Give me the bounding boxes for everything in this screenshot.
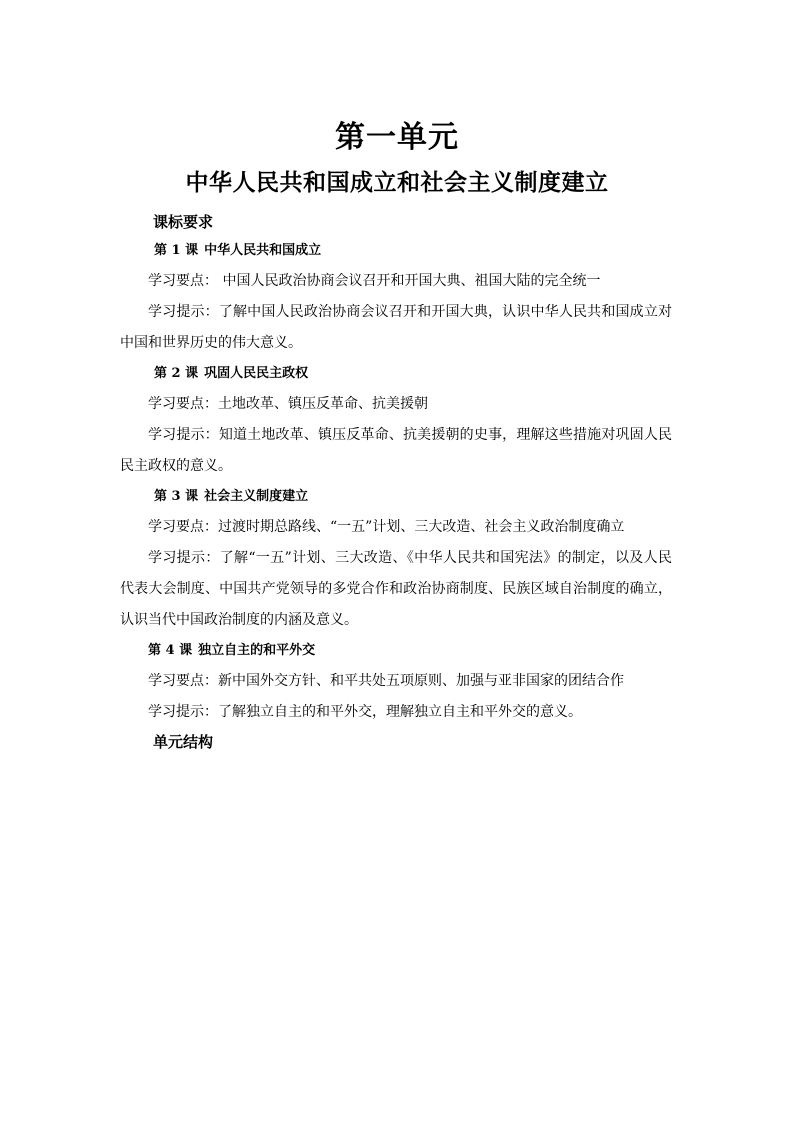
lesson-title: 社会主义制度建立 <box>204 489 309 504</box>
lesson-heading <box>120 359 672 389</box>
study-points-text: 中国人民政治协商会议召开和开国大典、祖国大陆的完全统一 <box>218 273 601 289</box>
lesson-number: 第 3 课 <box>154 489 199 504</box>
study-hints <box>120 297 672 359</box>
study-points-label: 学习要点： <box>148 396 218 412</box>
lesson-number: 第 2 课 <box>154 366 199 381</box>
study-hints-label: 学习提示： <box>148 427 219 443</box>
lesson-title: 巩固人民民主政权 <box>204 366 309 381</box>
study-points <box>120 389 672 420</box>
lesson-title: 独立自主的和平外交 <box>198 643 316 658</box>
lesson-title: 中华人民共和国成立 <box>204 243 322 258</box>
study-points-text: 过渡时期总路线、“一五”计划、三大改造、社会主义政治制度确立 <box>218 519 625 535</box>
study-hints-text: 知道土地改革、镇压反革命、抗美援朝的史事，理解这些措施对巩固人民民主政权的意义。 <box>120 427 673 474</box>
study-points-label: 学习要点： <box>148 273 218 289</box>
lesson-heading <box>120 636 672 666</box>
requirements-heading: 课标要求 <box>153 213 214 231</box>
study-hints <box>120 697 672 728</box>
study-points-text: 土地改革、镇压反革命、抗美援朝 <box>218 396 428 412</box>
study-hints-label: 学习提示： <box>148 550 220 566</box>
study-points-label: 学习要点： <box>148 519 218 535</box>
study-points-text: 新中国外交方针、和平共处五项原则、加强与亚非国家的团结合作 <box>218 673 624 689</box>
study-hints-text: 了解中国人民政治协商会议召开和开国大典，认识中华人民共和国成立对中国和世界历史的伟大意义。 <box>120 304 673 351</box>
study-hints <box>120 420 672 482</box>
structure-heading: 单元结构 <box>153 733 214 751</box>
study-points <box>120 666 672 697</box>
document-body <box>120 208 672 756</box>
study-points <box>120 512 672 543</box>
study-hints-text: 了解独立自主的和平外交，理解独立自主和平外交的意义。 <box>218 704 582 720</box>
unit-title: 第一单元 <box>335 120 459 155</box>
unit-subtitle: 中华人民共和国成立和社会主义制度建立 <box>185 169 609 196</box>
study-hints-label: 学习提示： <box>148 704 218 720</box>
study-hints-label: 学习提示： <box>148 304 219 320</box>
study-hints-text: 了解“一五”计划、三大改造、《中华人民共和国宪法》的制定，以及人民代表大会制度、中国共产党领导的多党合作和政治协商制度、民族区域自治制度的确立，认识当代中国政治制度的内涵及意义。 <box>120 550 672 628</box>
lesson-heading <box>120 236 672 266</box>
lesson-heading <box>120 482 672 512</box>
lesson-number: 第 1 课 <box>154 243 199 258</box>
study-points-label: 学习要点： <box>148 673 218 689</box>
study-hints <box>120 543 672 636</box>
lesson-number: 第 4 课 <box>148 643 193 658</box>
study-points <box>120 266 672 297</box>
